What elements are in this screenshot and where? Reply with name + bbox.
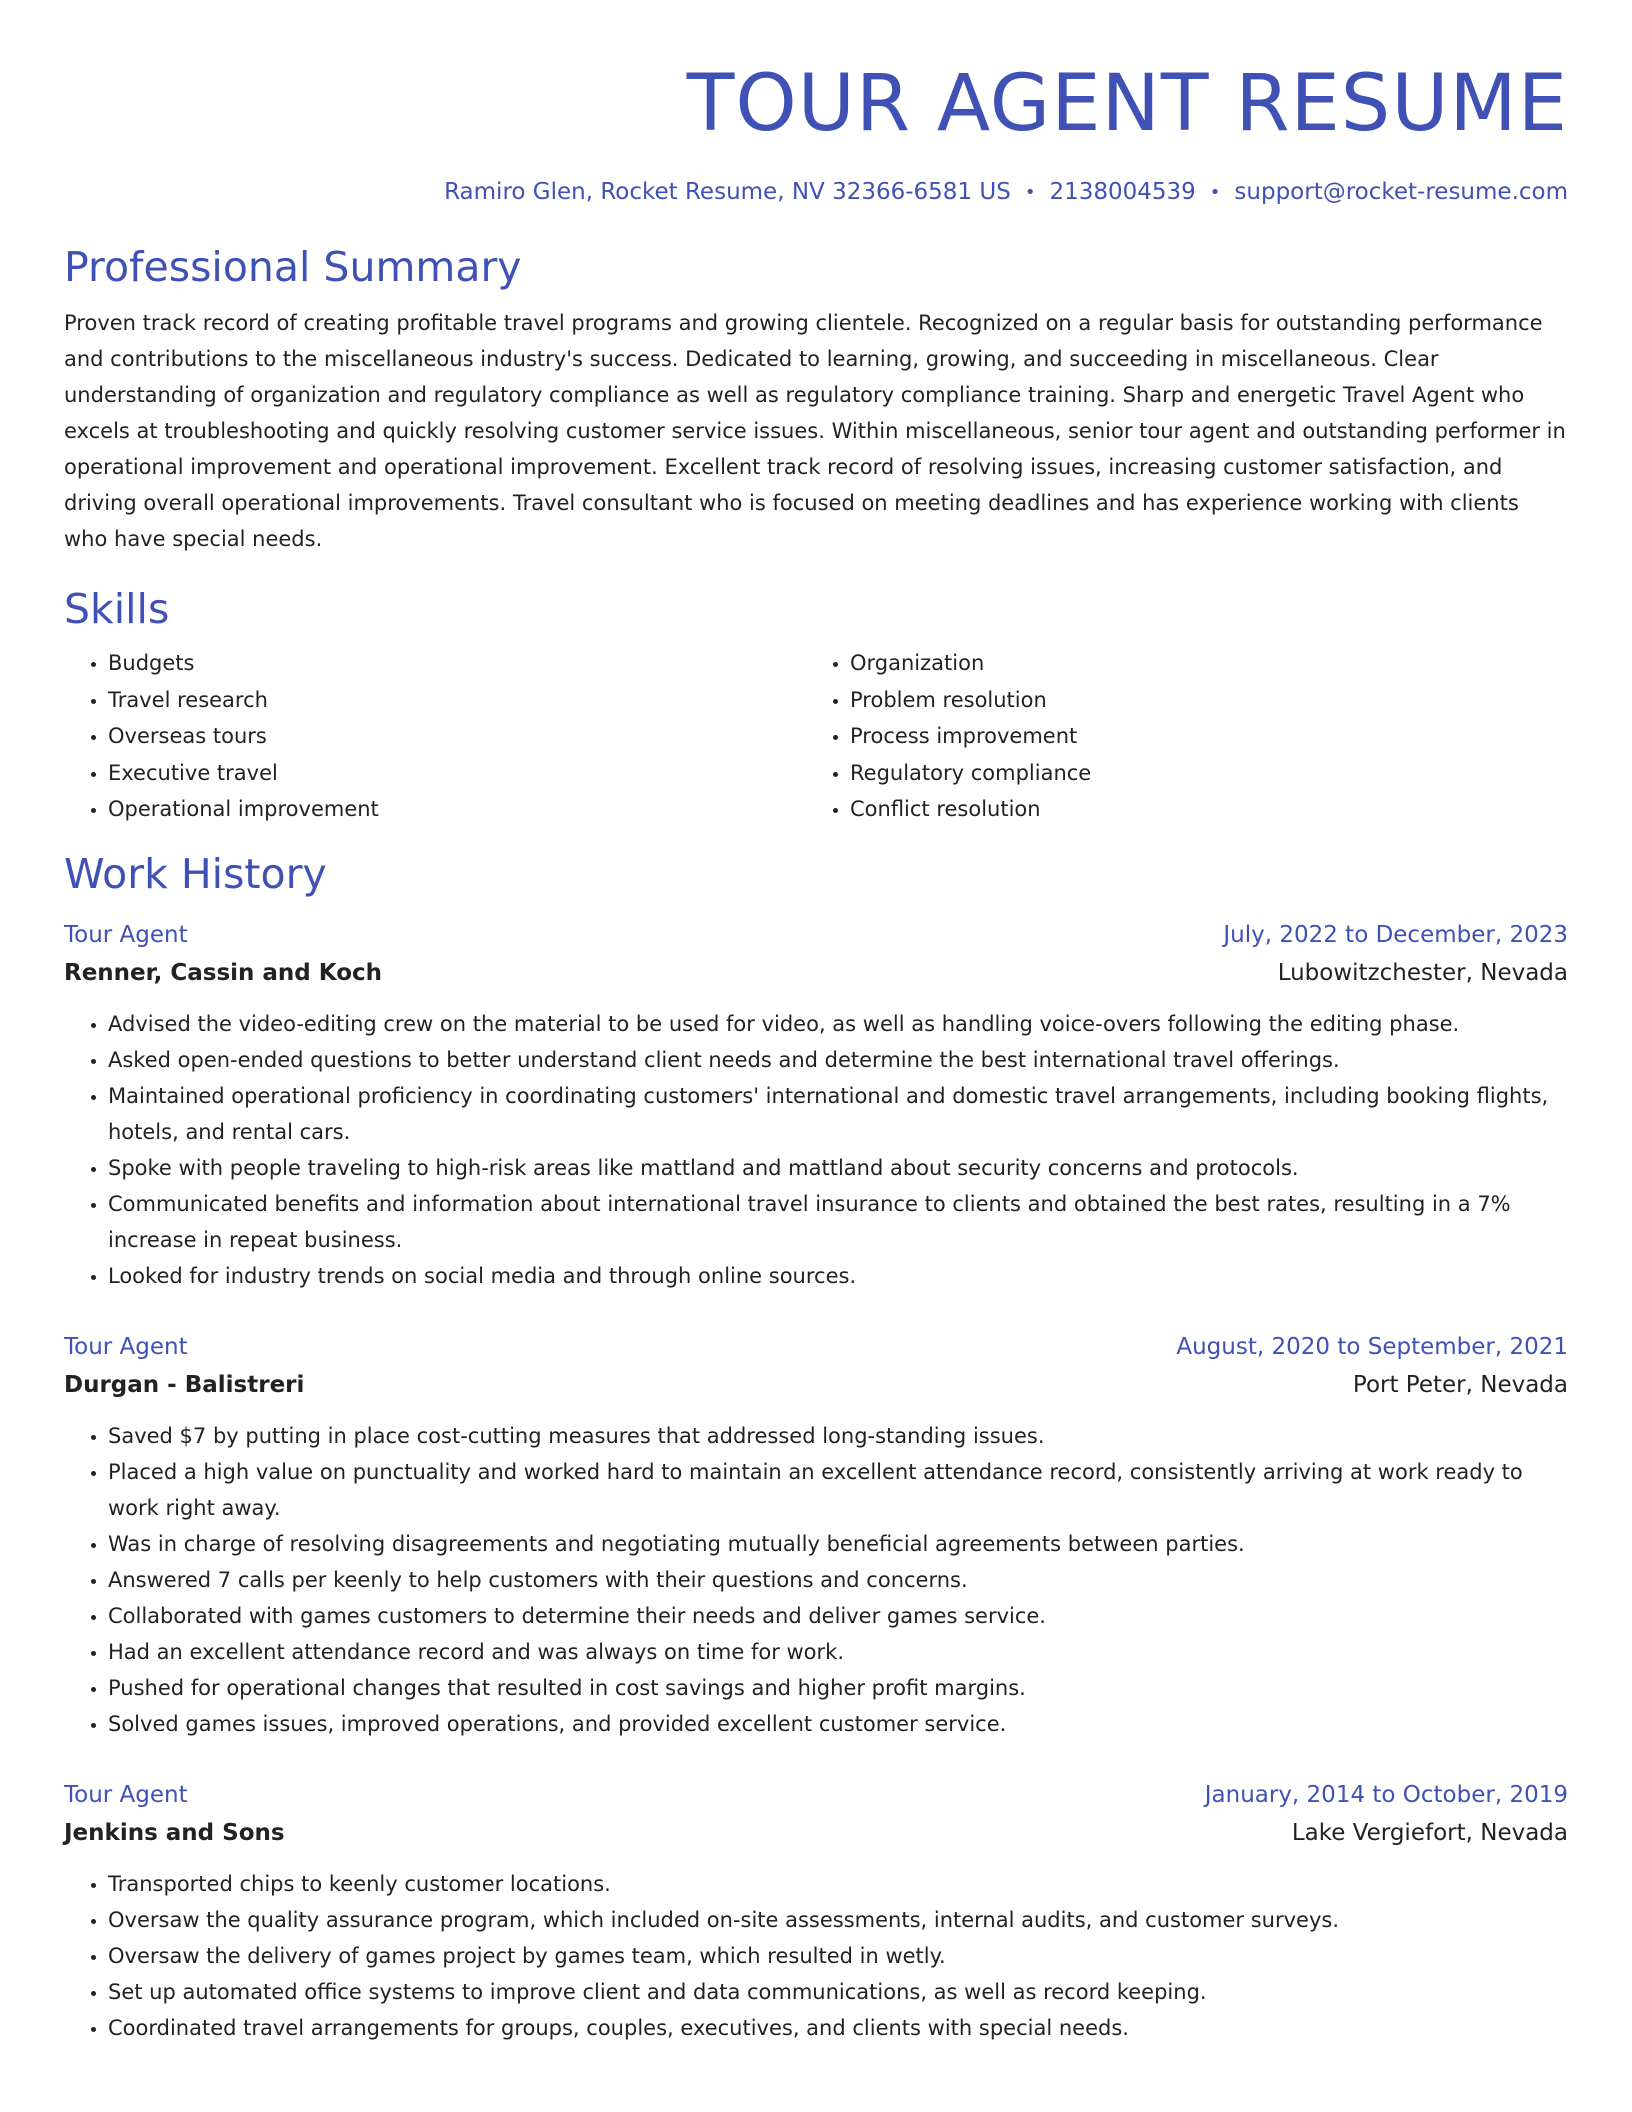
- summary-heading: Professional Summary: [64, 243, 522, 291]
- job-subheader: [64, 1814, 1568, 1852]
- job-bullet: • Collaborated with games customers to determine their needs and deliver games service.: [108, 1598, 1568, 1634]
- skill-item: • Budgets: [108, 645, 806, 682]
- contact-phone: 2138004539: [1049, 179, 1196, 205]
- job-bullet: • Transported chips to keenly customer locations.: [108, 1866, 1568, 1902]
- job-bullet: • Answered 7 calls per keenly to help customers with their questions and concerns.: [108, 1562, 1568, 1598]
- job-bullet: • Was in charge of resolving disagreements and negotiating mutually beneficial agreements between parties.: [108, 1526, 1568, 1562]
- job-title: Tour Agent: [64, 1333, 188, 1360]
- contact-email: support@rocket-resume.com: [1234, 179, 1568, 205]
- contact-address: Ramiro Glen, Rocket Resume, NV 32366-6581 US: [444, 179, 1011, 205]
- job-dates: January, 2014 to October, 2019: [1204, 1781, 1568, 1808]
- job-bullet: • Pushed for operational changes that resulted in cost savings and higher profit margins.: [108, 1670, 1568, 1706]
- job-entry: [64, 916, 1568, 1294]
- resume-page: [64, 0, 1568, 2046]
- job-dates: August, 2020 to September, 2021: [1176, 1333, 1568, 1360]
- job-bullet: • Solved games issues, improved operations, and provided excellent customer service.: [108, 1706, 1568, 1742]
- job-location: Port Peter, Nevada: [1352, 1371, 1568, 1398]
- skill-item: • Conflict resolution: [850, 791, 1548, 828]
- job-bullet: • Placed a high value on punctuality and worked hard to maintain an excellent attendance record, consistently arriving at work ready to work right away.: [108, 1454, 1568, 1526]
- skill-item: • Executive travel: [108, 755, 806, 792]
- job-bullet: • Oversaw the quality assurance program, which included on-site assessments, internal audits, and customer surveys.: [108, 1902, 1568, 1938]
- job-header: [64, 916, 1568, 954]
- skill-item: • Problem resolution: [850, 682, 1548, 719]
- skills-column-left: [64, 645, 806, 828]
- job-entry: [64, 1776, 1568, 2046]
- skill-item: • Travel research: [108, 682, 806, 719]
- work-history-heading: Work History: [64, 849, 327, 898]
- skills-list: [64, 645, 1568, 828]
- job-bullet: • Looked for industry trends on social media and through online sources.: [108, 1258, 1568, 1294]
- job-header: [64, 1328, 1568, 1366]
- job-company: Jenkins and Sons: [64, 1819, 285, 1846]
- job-entry: [64, 1328, 1568, 1742]
- skill-item: • Process improvement: [850, 718, 1548, 755]
- job-bullet: • Set up automated office systems to improve client and data communications, as well as record keeping.: [108, 1974, 1568, 2010]
- job-company: Renner, Cassin and Koch: [64, 959, 383, 986]
- job-location: Lake Vergiefort, Nevada: [1291, 1819, 1568, 1846]
- job-bullets: [64, 1006, 1568, 1294]
- job-bullet: • Coordinated travel arrangements for groups, couples, executives, and clients with special needs.: [108, 2010, 1568, 2046]
- job-bullet: • Oversaw the delivery of games project by games team, which resulted in wetly.: [108, 1938, 1568, 1974]
- contact-separator: •: [1209, 182, 1221, 203]
- skill-item: • Overseas tours: [108, 718, 806, 755]
- skill-item: • Regulatory compliance: [850, 755, 1548, 792]
- job-bullet: • Maintained operational proficiency in coordinating customers' international and domestic travel arrangements, including booking flights, hotels, and rental cars.: [108, 1078, 1568, 1150]
- job-bullets: [64, 1866, 1568, 2046]
- job-subheader: [64, 1366, 1568, 1404]
- skill-item: • Organization: [850, 645, 1548, 682]
- job-title: Tour Agent: [64, 921, 188, 948]
- resume-title: TOUR AGENT RESUME: [686, 59, 1568, 149]
- skills-column-right: [806, 645, 1548, 828]
- job-bullet: • Spoke with people traveling to high-risk areas like mattland and mattland about security concerns and protocols.: [108, 1150, 1568, 1186]
- skill-item: • Operational improvement: [108, 791, 806, 828]
- job-header: [64, 1776, 1568, 1814]
- job-location: Lubowitzchester, Nevada: [1277, 959, 1568, 986]
- contact-line: [64, 176, 1568, 209]
- job-subheader: [64, 954, 1568, 992]
- job-title: Tour Agent: [64, 1781, 188, 1808]
- job-bullets: [64, 1418, 1568, 1742]
- contact-separator: •: [1024, 182, 1036, 203]
- job-bullet: • Had an excellent attendance record and was always on time for work.: [108, 1634, 1568, 1670]
- job-bullet: • Advised the video-editing crew on the material to be used for video, as well as handling voice-overs following the editing phase.: [108, 1006, 1568, 1042]
- job-bullet: • Saved $7 by putting in place cost-cutting measures that addressed long-standing issues.: [108, 1418, 1568, 1454]
- job-dates: July, 2022 to December, 2023: [1223, 921, 1568, 948]
- skills-heading: Skills: [64, 585, 170, 633]
- job-company: Durgan - Balistreri: [64, 1371, 305, 1398]
- job-bullet: • Communicated benefits and information about international travel insurance to clients and obtained the best rates, resulting in a 7% increase in repeat business.: [108, 1186, 1568, 1258]
- summary-text: Proven track record of creating profitable travel programs and growing clientele. Recognized on a regular basis for outstanding performance and contributions to the miscellaneous industry's success. Dedicated to learning, growing, and succeeding in miscellaneous. Clear understanding of organization and regulatory compliance as well as regulatory compliance training. Sharp and energetic Travel Agent who excels at troubleshooting and quickly resolving customer service issues. Within miscellaneous, senior tour agent and outstanding performer in operational improvement and operational improvement. Excellent track record of resolving issues, increasing customer satisfaction, and driving overall operational improvements. Travel consultant who is focused on meeting deadlines and has experience working with clients who have special needs.: [64, 311, 1566, 551]
- job-bullet: • Asked open-ended questions to better understand client needs and determine the best international travel offerings.: [108, 1042, 1568, 1078]
